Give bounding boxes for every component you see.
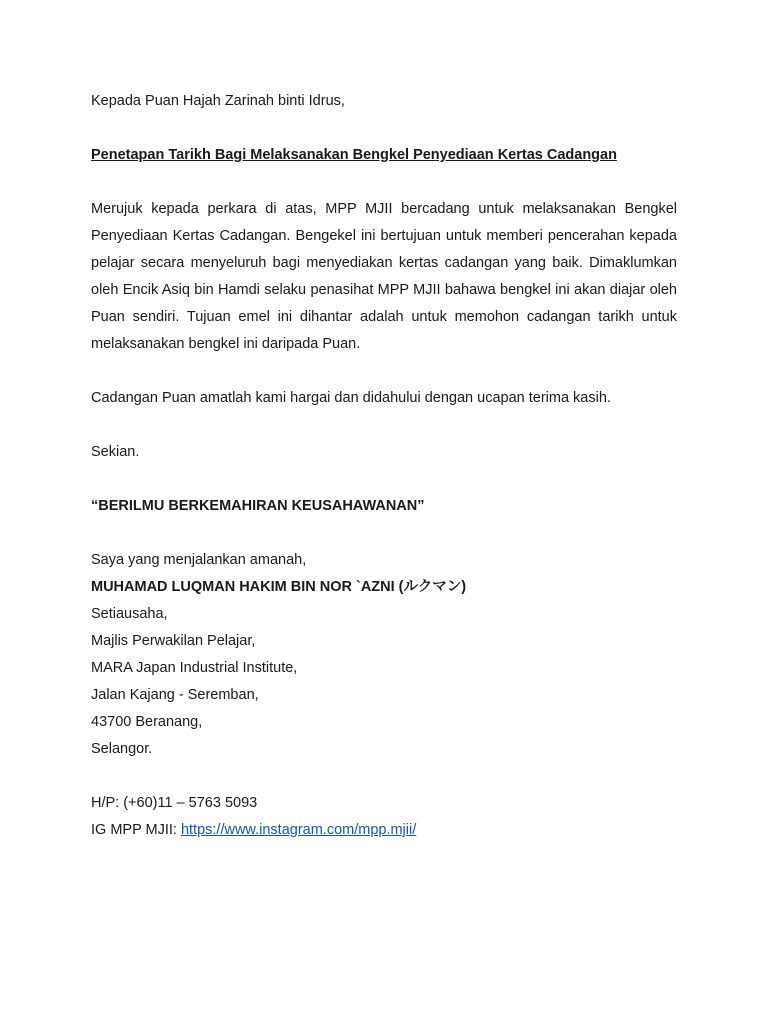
greeting-line: Kepada Puan Hajah Zarinah binti Idrus, — [91, 93, 345, 109]
body-paragraph-thanks: Cadangan Puan amatlah kami hargai dan didahului dengan ucapan terima kasih. — [91, 390, 611, 406]
address-line: Jalan Kajang - Seremban, — [91, 687, 259, 703]
signature-intro: Saya yang menjalankan amanah, — [91, 552, 307, 568]
body-paragraph-main: Merujuk kepada perkara di atas, MPP MJII bercadang untuk melaksanakan Bengkel Penyediaan Kertas Cadangan. Bengekel ini bertujuan untuk memberi pencerahan kepada pelajar secara menyeluruh bagi menyediakan kertas cadangan yang baik. Dimaklumkan oleh Encik Asiq bin Hamdi selaku penasihat MPP MJII bahawa bengkel ini akan diajar oleh Puan sendiri. Tujuan emel ini dihantar adalah untuk memohon cadangan tarikh untuk melaksanakan bengkel ini daripada Puan. — [91, 201, 677, 352]
signature-address — [91, 601, 677, 763]
phone-line: H/P: (+60)11 – 5763 5093 — [91, 795, 258, 811]
motto-line: “BERILMU BERKEMAHIRAN KEUSAHAWANAN” — [91, 498, 425, 514]
address-line: Majlis Perwakilan Pelajar, — [91, 633, 256, 649]
address-line: MARA Japan Industrial Institute, — [91, 660, 298, 676]
letter-page — [91, 88, 677, 844]
instagram-line — [91, 817, 677, 844]
subject-heading: Penetapan Tarikh Bagi Melaksanakan Bengkel Penyediaan Kertas Cadangan — [91, 147, 617, 163]
instagram-label: IG MPP MJII: — [91, 822, 181, 838]
address-line: Selangor. — [91, 741, 153, 757]
address-line: 43700 Beranang, — [91, 714, 203, 730]
address-line: Setiausaha, — [91, 606, 168, 622]
instagram-link[interactable]: https://www.instagram.com/mpp.mjii/ — [180, 822, 417, 838]
closing-line: Sekian. — [91, 444, 140, 460]
signature-name: MUHAMAD LUQMAN HAKIM BIN NOR `AZNI (ルクマン) — [91, 579, 467, 595]
